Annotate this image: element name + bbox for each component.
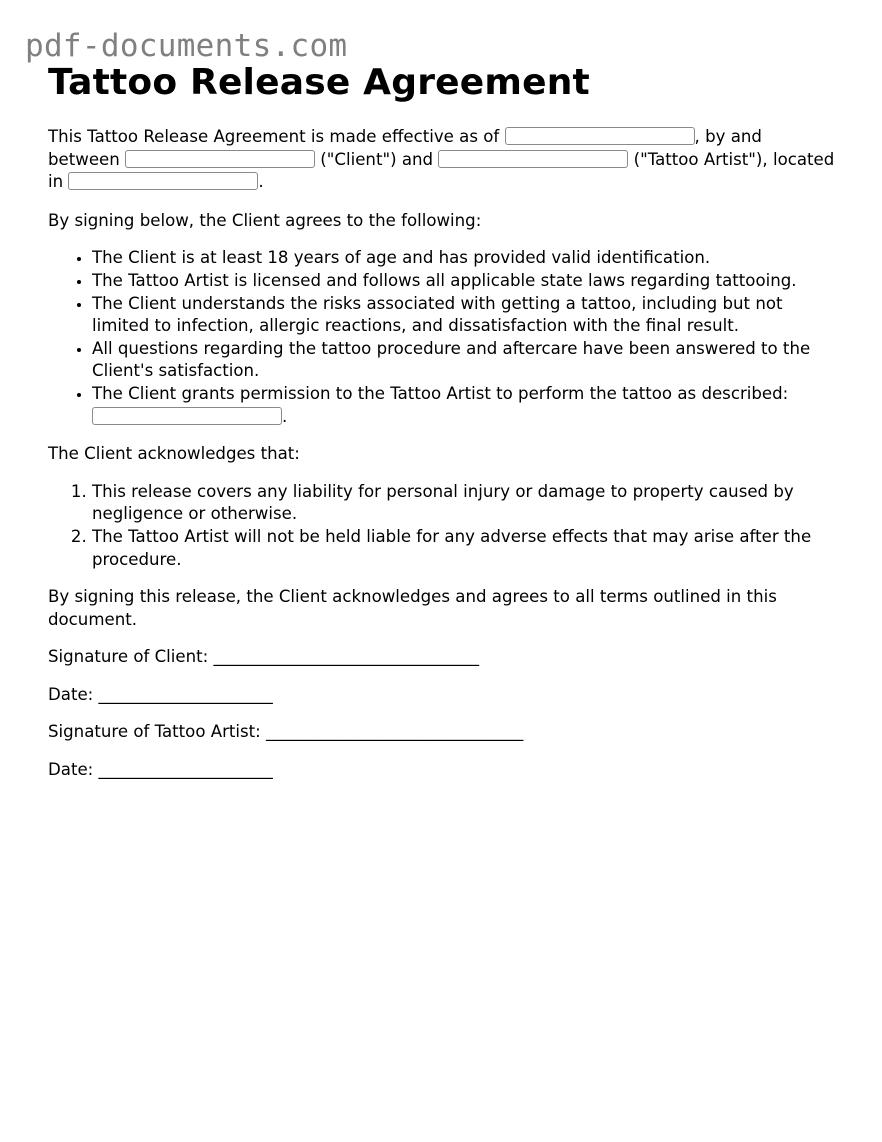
list-item xyxy=(92,293,838,338)
effective-date-field[interactable] xyxy=(505,127,695,145)
list-item xyxy=(92,383,838,428)
ack-item-text: The Tattoo Artist will not be held liable for any adverse effects that may arise after the procedure. xyxy=(92,526,812,569)
agree-item-text: The Client grants permission to the Tattoo Artist to perform the tattoo as described: xyxy=(92,383,789,403)
list-item xyxy=(92,247,838,270)
ack-list xyxy=(48,481,838,571)
client-name-field[interactable] xyxy=(125,150,315,168)
ack-lead: The Client acknowledges that: xyxy=(48,444,300,464)
intro-text-2: , by and between xyxy=(48,127,762,169)
list-item xyxy=(92,338,838,383)
location-field[interactable] xyxy=(68,172,258,190)
agree-item-text: The Client is at least 18 years of age and has provided valid identification. xyxy=(92,248,711,268)
list-item xyxy=(92,526,838,571)
ack-item-text: This release covers any liability for personal injury or damage to property caused by negligence or otherwise. xyxy=(92,481,794,524)
intro-paragraph xyxy=(48,126,838,194)
document-page xyxy=(48,60,838,782)
client-date-line: Date: _____________________ xyxy=(48,684,273,704)
watermark: pdf-documents.com xyxy=(25,28,348,64)
agree-item-text: The Tattoo Artist is licensed and follows all applicable state laws regarding tattooing. xyxy=(92,270,797,290)
intro-text-4: ("Tattoo Artist"), located in xyxy=(48,149,835,192)
list-item xyxy=(92,481,838,526)
list-item xyxy=(92,270,838,293)
agree-item-end: . xyxy=(282,406,288,426)
tattoo-description-field[interactable] xyxy=(92,407,282,425)
artist-date-line: Date: _____________________ xyxy=(48,760,273,780)
intro-text-3: ("Client") and xyxy=(315,149,439,169)
agree-item-text: All questions regarding the tattoo procedure and aftercare have been answered to the Client's satisfaction. xyxy=(92,338,811,381)
agree-lead: By signing below, the Client agrees to the following: xyxy=(48,210,482,230)
agree-list xyxy=(48,247,838,428)
client-signature-line: Signature of Client: ________________________________ xyxy=(48,647,479,667)
intro-text-1: This Tattoo Release Agreement is made effective as of xyxy=(48,127,505,146)
page-title: Tattoo Release Agreement xyxy=(48,62,590,103)
artist-name-field[interactable] xyxy=(438,150,628,168)
closing-paragraph: By signing this release, the Client acknowledges and agrees to all terms outlined in this document. xyxy=(48,587,777,629)
agree-item-text: The Client understands the risks associated with getting a tattoo, including but not limited to infection, allergic reactions, and dissatisfaction with the final result. xyxy=(92,293,783,336)
intro-text-5: . xyxy=(258,172,264,192)
artist-signature-line: Signature of Tattoo Artist: _______________________________ xyxy=(48,722,524,742)
